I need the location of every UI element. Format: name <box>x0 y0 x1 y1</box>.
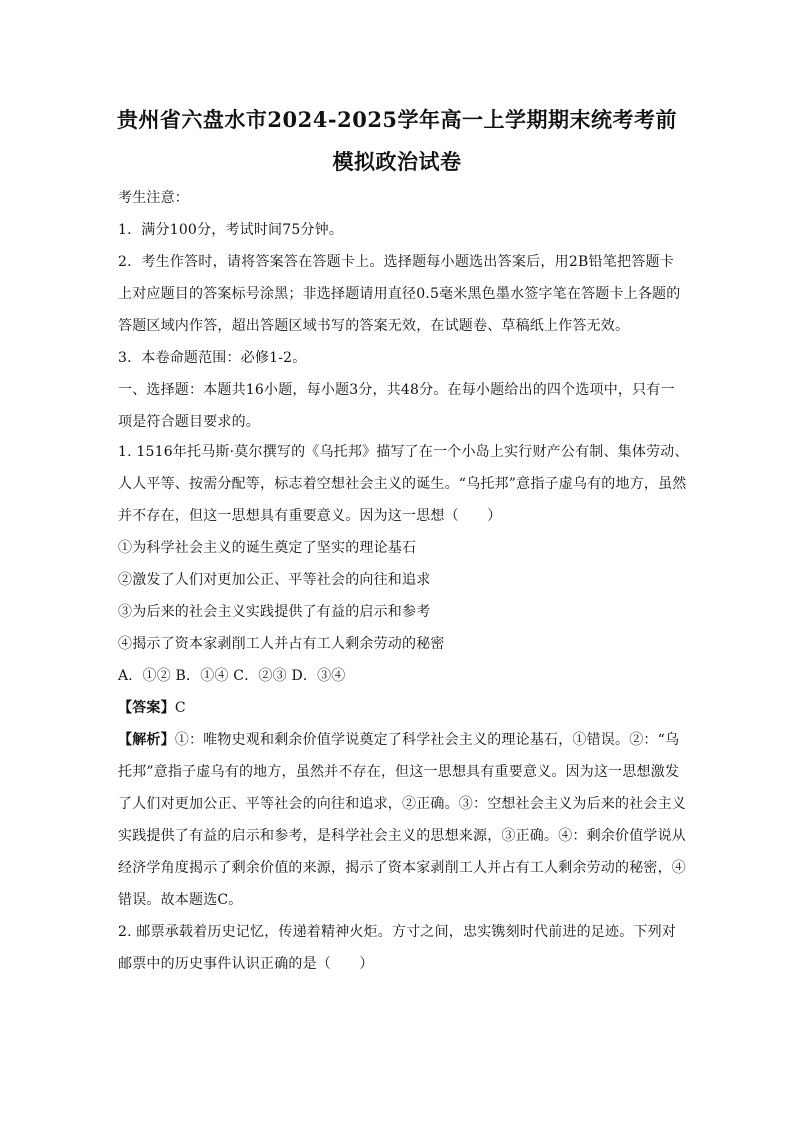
question-2-stem-line2: 邮票中的历史事件认识正确的是（ ） <box>118 956 374 972</box>
notice-item-2-line1: 2．考生作答时，请将答案答在答题卡上。选择题每小题选出答案后，用2B铅笔把答题卡 <box>118 254 674 270</box>
question-1-option-1: ①为科学社会主义的诞生奠定了坚实的理论基石 <box>118 540 417 556</box>
question-1-analysis-line5: 经济学角度揭示了剩余价值的来源，揭示了资本家剥削工人并占有工人剩余劳动的秘密，④ <box>118 860 686 876</box>
question-1-answer <box>118 698 186 718</box>
question-1-analysis-line6: 错误。故本题选C。 <box>118 892 243 908</box>
question-1-stem-line2: 人人平等、按需分配等，标志着空想社会主义的诞生。“乌托邦”意指子虚乌有的地方，虽然 <box>118 476 687 492</box>
notice-item-3: 3．本卷命题范围：必修1-2。 <box>118 350 307 366</box>
question-1-analysis-line3: 了人们对更加公正、平等社会的向往和追求，②正确。③：空想社会主义为后来的社会主义 <box>118 796 686 812</box>
section-1-heading-line1: 一、选择题：本题共16小题，每小题3分，共48分。在每小题给出的四个选项中，只有一 <box>118 382 675 398</box>
question-1-analysis-line1 <box>118 730 680 750</box>
answer-value: C <box>174 700 186 716</box>
analysis-label: 【解析】 <box>118 732 175 748</box>
question-1-option-3: ③为后来的社会主义实践提供了有益的启示和参考 <box>118 604 431 620</box>
section-1-heading-line2: 项是符合题目要求的。 <box>118 414 260 430</box>
notice-item-2-line3: 答题区域内作答，超出答题区域书写的答案无效，在试题卷、草稿纸上作答无效。 <box>118 318 630 334</box>
question-2-stem-line1: 2. 邮票承载着历史记忆，传递着精神火炬。方寸之间，忠实镌刻时代前进的足迹。下列对 <box>118 924 677 940</box>
question-1-stem-line1: 1. 1516年托马斯·莫尔撰写的《乌托邦》描写了在一个小岛上实行财产公有制、集体劳动、 <box>118 444 689 460</box>
question-1-choices: A．①② B．①④ C．②③ D．③④ <box>118 668 346 684</box>
question-1-analysis-line4: 实践提供了有益的启示和参考，是科学社会主义的思想来源，③正确。④：剩余价值学说从 <box>118 828 686 844</box>
question-1-stem-line3: 并不存在，但这一思想具有重要意义。因为这一思想（ ） <box>118 508 502 524</box>
question-1-analysis-line2: 托邦”意指子虚乌有的地方，虽然并不存在，但这一思想具有重要意义。因为这一思想激发 <box>118 764 680 780</box>
notice-header: 考生注意： <box>118 190 189 206</box>
question-1-option-4: ④揭示了资本家剥削工人并占有工人剩余劳动的秘密 <box>118 636 445 652</box>
notice-item-1: 1．满分100分，考试时间75分钟。 <box>118 222 344 238</box>
answer-label: 【答案】 <box>118 700 175 716</box>
document-title-line2: 模拟政治试卷 <box>332 149 462 174</box>
analysis-text: ①：唯物史观和剩余价值学说奠定了科学社会主义的理论基石，①错误。②：“乌 <box>174 732 680 748</box>
question-1-option-2: ②激发了人们对更加公正、平等社会的向往和追求 <box>118 572 431 588</box>
document-title-line1: 贵州省六盘水市2024-2025学年高一上学期期末统考考前 <box>116 107 678 132</box>
notice-item-2-line2: 上对应题目的答案标号涂黑；非选择题请用直径0.5毫米黑色墨水签字笔在答题卡上各题的 <box>118 286 681 302</box>
